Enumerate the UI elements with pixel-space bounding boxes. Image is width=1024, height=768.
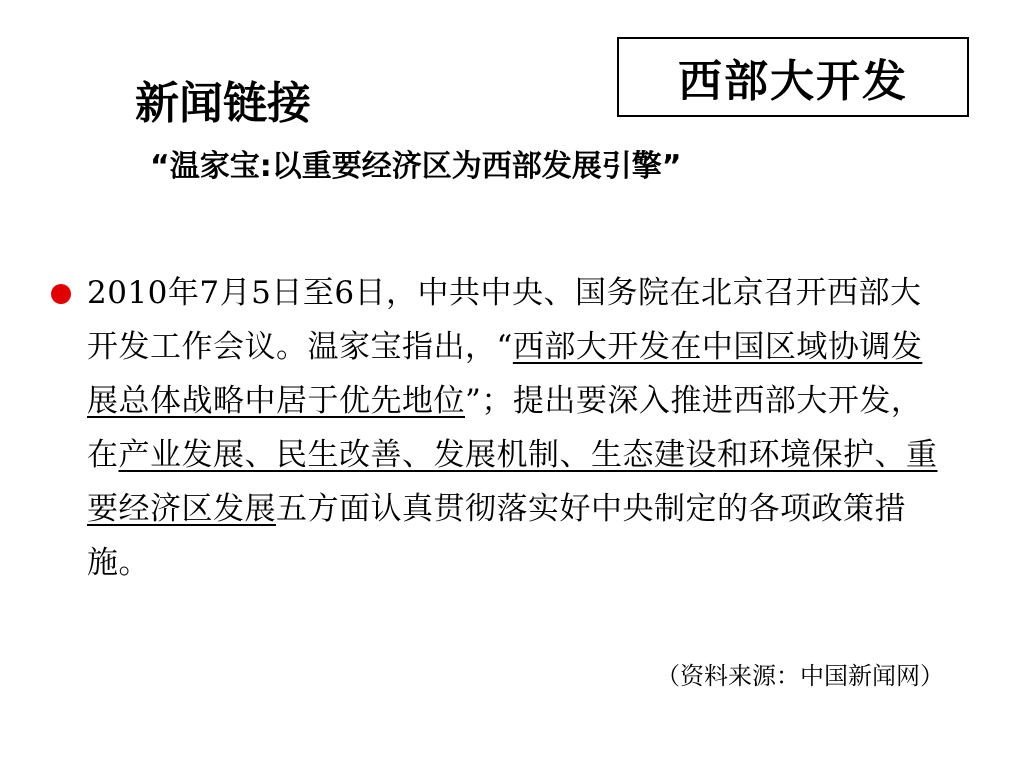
news-headline: “温家宝:以重要经济区为西部发展引擎”: [150, 149, 682, 184]
bullet-dot-icon: [51, 284, 71, 304]
paragraph-segment-underlined: 产业发展、民生改善、发展机制、生态建设和环境保护、重要经济区发展: [87, 437, 938, 527]
paragraph-segment-underlined: 西部大开发在中国区域协调发展总体战略中居于优先地位: [87, 329, 923, 419]
topic-box: [617, 37, 969, 117]
source-citation: （资料来源：中国新闻网）: [656, 662, 944, 690]
paragraph-segment: 2010年7月5日至6日，中共中央、国务院在北京召开西部大开发工作会议。温家宝指出，“: [87, 275, 922, 365]
paragraph-segment: ”；提出要深入推进西部大开发，在: [87, 383, 923, 473]
news-paragraph: [87, 266, 943, 590]
paragraph-segment: 五方面认真贯彻落实好中央制定的各项政策措施。: [87, 491, 906, 581]
topic-box-label: 西部大开发: [678, 56, 908, 107]
section-title: 新闻链接: [135, 78, 311, 129]
